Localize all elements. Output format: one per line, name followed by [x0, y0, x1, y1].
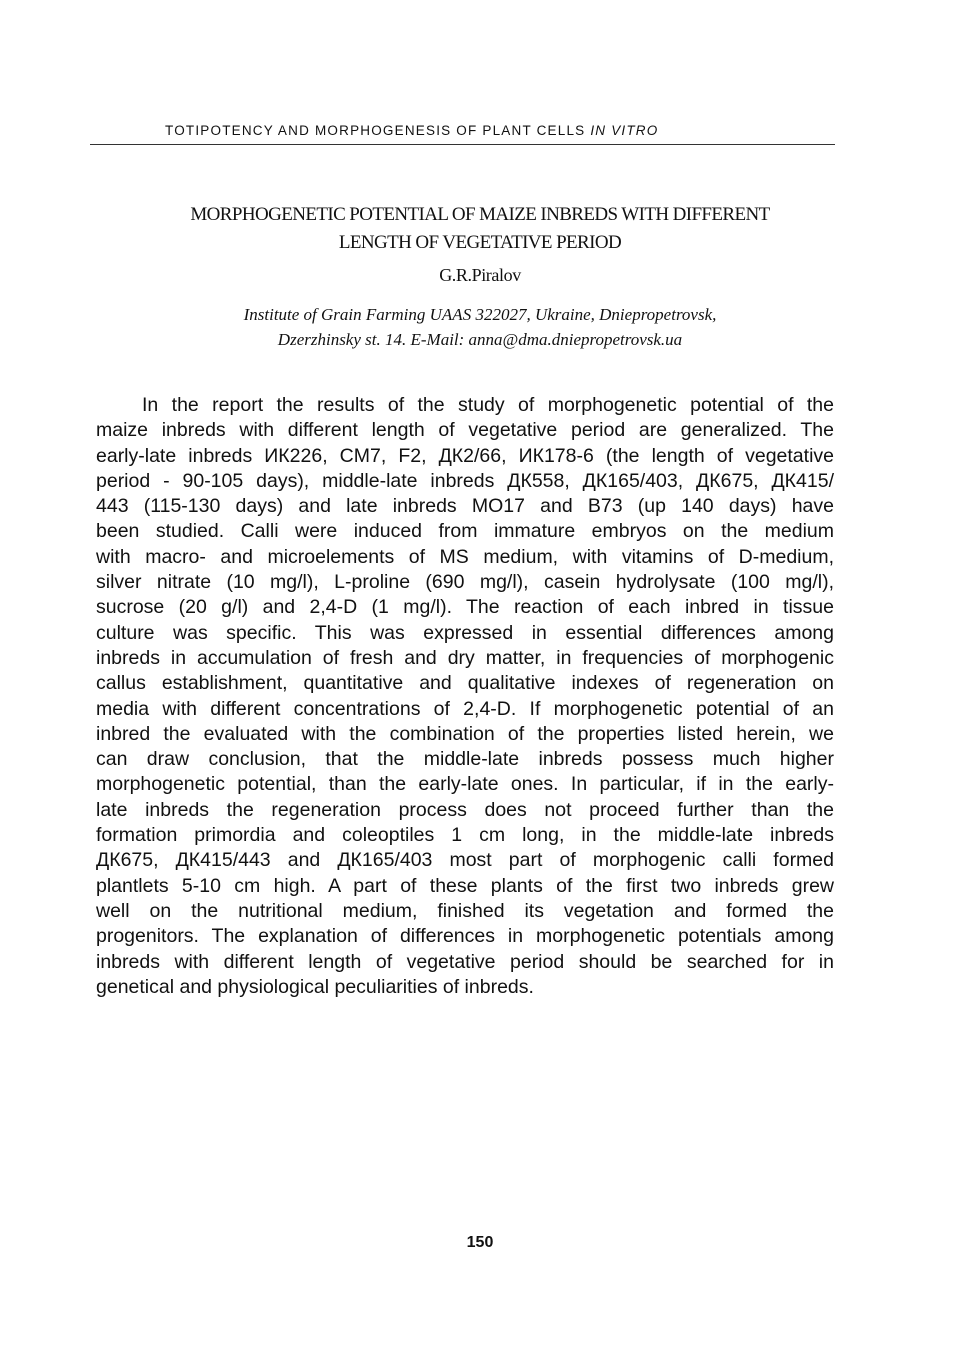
abstract-line: late inbreds the regeneration process does not proceed further than the	[96, 798, 834, 821]
abstract-line: formation primordia and coleoptiles 1 cm long, in the middle-late inbreds	[96, 824, 834, 847]
abstract-line: with macro- and microelements of MS medium, with vitamins of D-medium,	[96, 545, 834, 568]
abstract-line: genetical and physiological peculiarities of inbreds.	[96, 975, 534, 998]
abstract-line: inbreds with different length of vegetative period should be searched for in	[96, 950, 834, 973]
running-head-text	[165, 123, 658, 138]
page-number: 150	[466, 1234, 494, 1251]
running-head	[90, 118, 835, 145]
abstract-line: culture was specific. This was expressed in essential differences among	[96, 621, 834, 644]
abstract-line: 443 (115-130 days) and late inbreds MO17 and B73 (up 140 days) have	[96, 495, 834, 518]
paper-title-line-1: MORPHOGENETIC POTENTIAL OF MAIZE INBREDS WITH DIFFERENT	[190, 204, 770, 225]
abstract-line: maize inbreds with different length of vegetative period are generalized. The	[96, 419, 834, 442]
affiliation-line-2: Dzerzhinsky st. 14. E-Mail: anna@dma.dniepropetrovsk.ua	[277, 330, 683, 349]
running-head-main: TOTIPOTENCY AND MORPHOGENESIS OF PLANT CELLS	[165, 123, 586, 138]
abstract-line: In the report the results of the study of morphogenetic potential of the	[142, 394, 834, 416]
affiliation-line-1: Institute of Grain Farming UAAS 322027, Ukraine, Dniepropetrovsk,	[243, 305, 717, 324]
running-head-italic: IN VITRO	[590, 123, 659, 138]
paper-title-line-2: LENGTH OF VEGETATIVE PERIOD	[338, 232, 622, 253]
abstract-line: progenitors. The explanation of differences in morphogenetic potentials among	[96, 925, 834, 948]
abstract-line: callus establishment, quantitative and qualitative indexes of regeneration on	[96, 672, 834, 695]
abstract-line: ДК675, ДК415/443 and ДК165/403 most part of morphogenic calli formed	[96, 849, 834, 872]
abstract-line: can draw conclusion, that the middle-late inbreds possess much higher	[96, 748, 834, 771]
abstract-line: plantlets 5-10 cm high. A part of these plants of the first two inbreds grew	[96, 874, 834, 897]
abstract-line: well on the nutritional medium, finished its vegetation and formed the	[96, 899, 834, 922]
abstract-line: morphogenetic potential, than the early-late ones. In particular, if in the early-	[96, 773, 834, 796]
abstract-line: media with different concentrations of 2,4-D. If morphogenetic potential of an	[96, 697, 834, 720]
abstract-line: silver nitrate (10 mg/l), L-proline (690 mg/l), casein hydrolysate (100 mg/l),	[96, 571, 834, 594]
abstract-line: inbreds in accumulation of fresh and dry matter, in frequencies of morphogenic	[96, 646, 834, 669]
abstract-line: early-late inbreds ИК226, CM7, F2, ДК2/66, ИК178-6 (the length of vegetative	[96, 444, 834, 467]
author-name: G.R.Piralov	[439, 265, 521, 285]
abstract-line: inbred the evaluated with the combination of the properties listed herein, we	[96, 722, 834, 745]
abstract-line: period - 90-105 days), middle-late inbreds ДК558, ДК165/403, ДК675, ДК415/	[96, 469, 834, 492]
abstract-line: sucrose (20 g/l) and 2,4-D (1 mg/l). The reaction of each inbred in tissue	[96, 596, 834, 619]
abstract-body	[96, 393, 834, 1000]
abstract-line: been studied. Calli were induced from immature embryos on the medium	[96, 520, 834, 543]
